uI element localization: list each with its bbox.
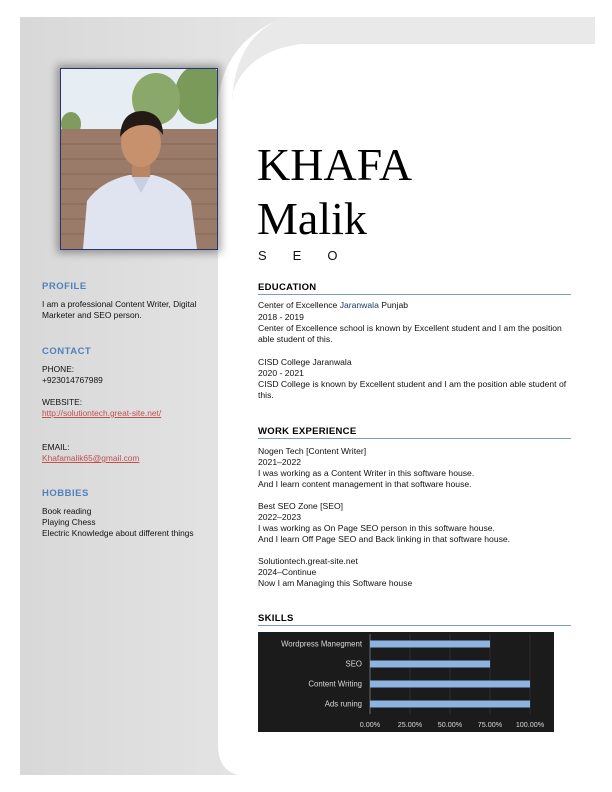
portrait-illustration <box>61 69 217 249</box>
x-tick-label: 100.00% <box>515 720 545 729</box>
skills-heading: SKILLS <box>258 613 294 624</box>
school-name-accent: Jaranwala <box>339 300 379 310</box>
skills-divider <box>258 625 571 626</box>
role-title: SEO <box>258 248 364 263</box>
education-years: 2018 - 2019 <box>258 312 304 322</box>
skills-chart <box>258 632 554 732</box>
skill-bar <box>370 681 530 688</box>
work-divider <box>258 438 571 439</box>
education-heading: EDUCATION <box>258 282 317 293</box>
skill-bar <box>370 661 490 668</box>
hobbies-heading: HOBBIES <box>42 488 89 499</box>
profile-text: I am a professional Content Writer, Digital Marketer and SEO person. <box>42 299 197 320</box>
job-years: 2021–2022 <box>258 457 302 467</box>
hobby-item: Playing Chess <box>42 517 96 527</box>
email-link[interactable]: Khafamalik65@gmail.com <box>42 453 140 463</box>
first-name: KHAFA <box>257 139 413 190</box>
category-label: Wordpress Manegment <box>281 639 362 649</box>
job-line: Now I am Managing this Software house <box>258 578 413 588</box>
education-school: CISD College Jaranwala <box>258 357 352 367</box>
website-label: WEBSITE: <box>42 397 83 407</box>
x-tick-label: 75.00% <box>477 720 503 729</box>
school-name-prefix: Center of Excellence <box>258 300 340 310</box>
x-tick-label: 0.00% <box>359 720 381 729</box>
x-tick-label: 50.00% <box>437 720 463 729</box>
hobby-item: Book reading <box>42 506 92 516</box>
x-tick-label: 25.00% <box>397 720 423 729</box>
contact-heading: CONTACT <box>42 346 92 357</box>
job-line: I was working as On Page SEO person in this software house. <box>258 523 495 533</box>
profile-photo <box>60 68 218 250</box>
category-label: Content Writing <box>308 679 362 689</box>
job-line: And I learn Off Page SEO and Back linking in that software house. <box>258 534 511 544</box>
last-name: Malik <box>257 193 367 244</box>
category-label: SEO <box>345 659 362 669</box>
job-years: 2024–Continue <box>258 567 317 577</box>
profile-heading: PROFILE <box>42 281 87 292</box>
education-school <box>258 300 572 311</box>
job-line: I was working as a Content Writer in this software house. <box>258 468 475 478</box>
job-title: Solutiontech.great-site.net <box>258 556 358 566</box>
skill-bar <box>370 701 530 708</box>
job-line: And I learn content management in that software house. <box>258 479 472 489</box>
phone-label: PHONE: <box>42 364 75 374</box>
category-label: Ads runing <box>324 699 362 709</box>
education-years: 2020 - 2021 <box>258 368 304 378</box>
email-label: EMAIL: <box>42 442 70 452</box>
education-description: CISD College is known by Excellent student and I am the position able student of this. <box>258 379 567 400</box>
school-name-suffix: Punjab <box>378 300 409 310</box>
job-years: 2022–2023 <box>258 512 302 522</box>
skill-bar <box>370 641 490 648</box>
phone-number: +923014767989 <box>42 375 103 385</box>
job-title: Nogen Tech [Content Writer] <box>258 446 367 456</box>
work-heading: WORK EXPERIENCE <box>258 426 357 437</box>
education-description: Center of Excellence school is known by Excellent student and I am the position able student of this. <box>258 323 562 344</box>
hobby-item: Electric Knowledge about different things <box>42 528 194 538</box>
job-title: Best SEO Zone [SEO] <box>258 501 344 511</box>
website-link[interactable]: http://solutiontech.great-site.net/ <box>42 408 162 418</box>
education-divider <box>258 294 571 295</box>
